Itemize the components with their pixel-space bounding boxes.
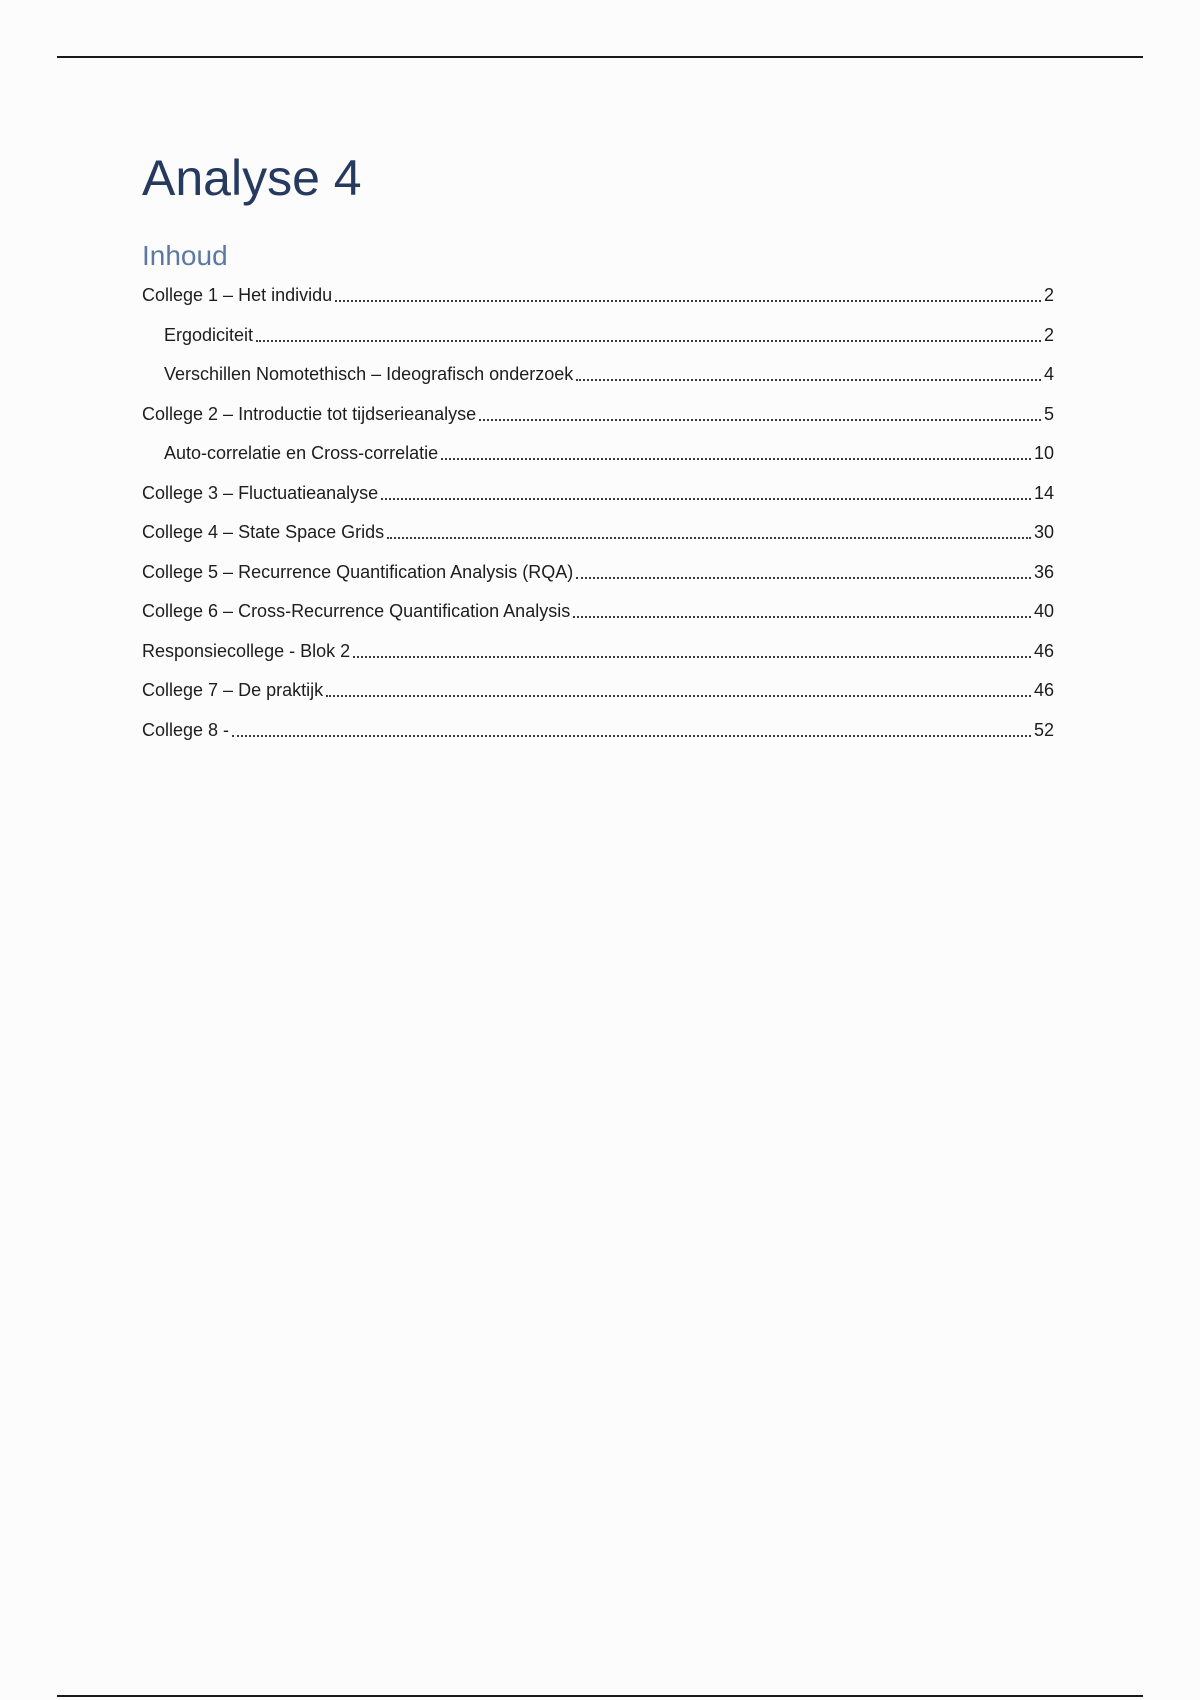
toc-page-number: 30 [1033, 522, 1054, 542]
toc-page-number: 5 [1043, 404, 1054, 424]
toc-dot-leader [326, 695, 1031, 697]
toc-dot-leader [576, 577, 1031, 579]
toc-entry[interactable] [142, 396, 1054, 426]
toc-page-number: 40 [1033, 601, 1054, 621]
toc-page-number: 52 [1033, 720, 1054, 740]
toc-page-number: 46 [1033, 680, 1054, 700]
toc-entry[interactable] [142, 475, 1054, 505]
toc-entry-title: College 3 – Fluctuatieanalyse [142, 483, 379, 503]
toc-entry-title: Auto-correlatie en Cross-correlatie [164, 443, 439, 463]
toc-entry[interactable] [164, 317, 1054, 347]
toc-entry-title: College 6 – Cross-Recurrence Quantification Analysis [142, 601, 571, 621]
toc-entry[interactable] [142, 277, 1054, 307]
toc-dot-leader [387, 537, 1031, 539]
toc-page-number: 14 [1033, 483, 1054, 503]
table-of-contents [0, 0, 1200, 760]
toc-dot-leader [573, 616, 1031, 618]
toc-entry[interactable] [142, 593, 1054, 623]
toc-dot-leader [381, 498, 1031, 500]
toc-dot-leader [576, 379, 1041, 381]
toc-dot-leader [335, 300, 1041, 302]
toc-entry-title: College 8 - [142, 720, 230, 740]
toc-page-number: 36 [1033, 562, 1054, 582]
toc-page-number: 2 [1043, 325, 1054, 345]
toc-dot-leader [232, 735, 1031, 737]
toc-entry-title: Ergodiciteit [164, 325, 254, 345]
toc-entry[interactable] [142, 554, 1054, 584]
toc-entry-title: College 4 – State Space Grids [142, 522, 385, 542]
document-title: Analyse 4 [142, 150, 362, 206]
toc-entry[interactable] [142, 633, 1054, 663]
toc-page-number: 4 [1043, 364, 1054, 384]
toc-entry-title: College 7 – De praktijk [142, 680, 324, 700]
toc-entry-title: Responsiecollege - Blok 2 [142, 641, 351, 661]
toc-entry-title: Verschillen Nomotethisch – Ideografisch onderzoek [164, 364, 574, 384]
toc-entry-title: College 1 – Het individu [142, 285, 333, 305]
toc-entry-title: College 5 – Recurrence Quantification Analysis (RQA) [142, 562, 574, 582]
toc-entry[interactable] [164, 435, 1054, 465]
toc-entry-title: College 2 – Introductie tot tijdserieanalyse [142, 404, 477, 424]
toc-page-number: 10 [1033, 443, 1054, 463]
toc-dot-leader [256, 340, 1041, 342]
page-footer-rule [57, 1695, 1143, 1697]
toc-dot-leader [479, 419, 1041, 421]
toc-page-number: 2 [1043, 285, 1054, 305]
toc-heading: Inhoud [142, 240, 228, 271]
toc-page-number: 46 [1033, 641, 1054, 661]
toc-dot-leader [441, 458, 1031, 460]
toc-entry[interactable] [164, 356, 1054, 386]
toc-entry[interactable] [142, 672, 1054, 702]
toc-entry[interactable] [142, 514, 1054, 544]
toc-entry[interactable] [142, 712, 1054, 742]
toc-dot-leader [353, 656, 1031, 658]
